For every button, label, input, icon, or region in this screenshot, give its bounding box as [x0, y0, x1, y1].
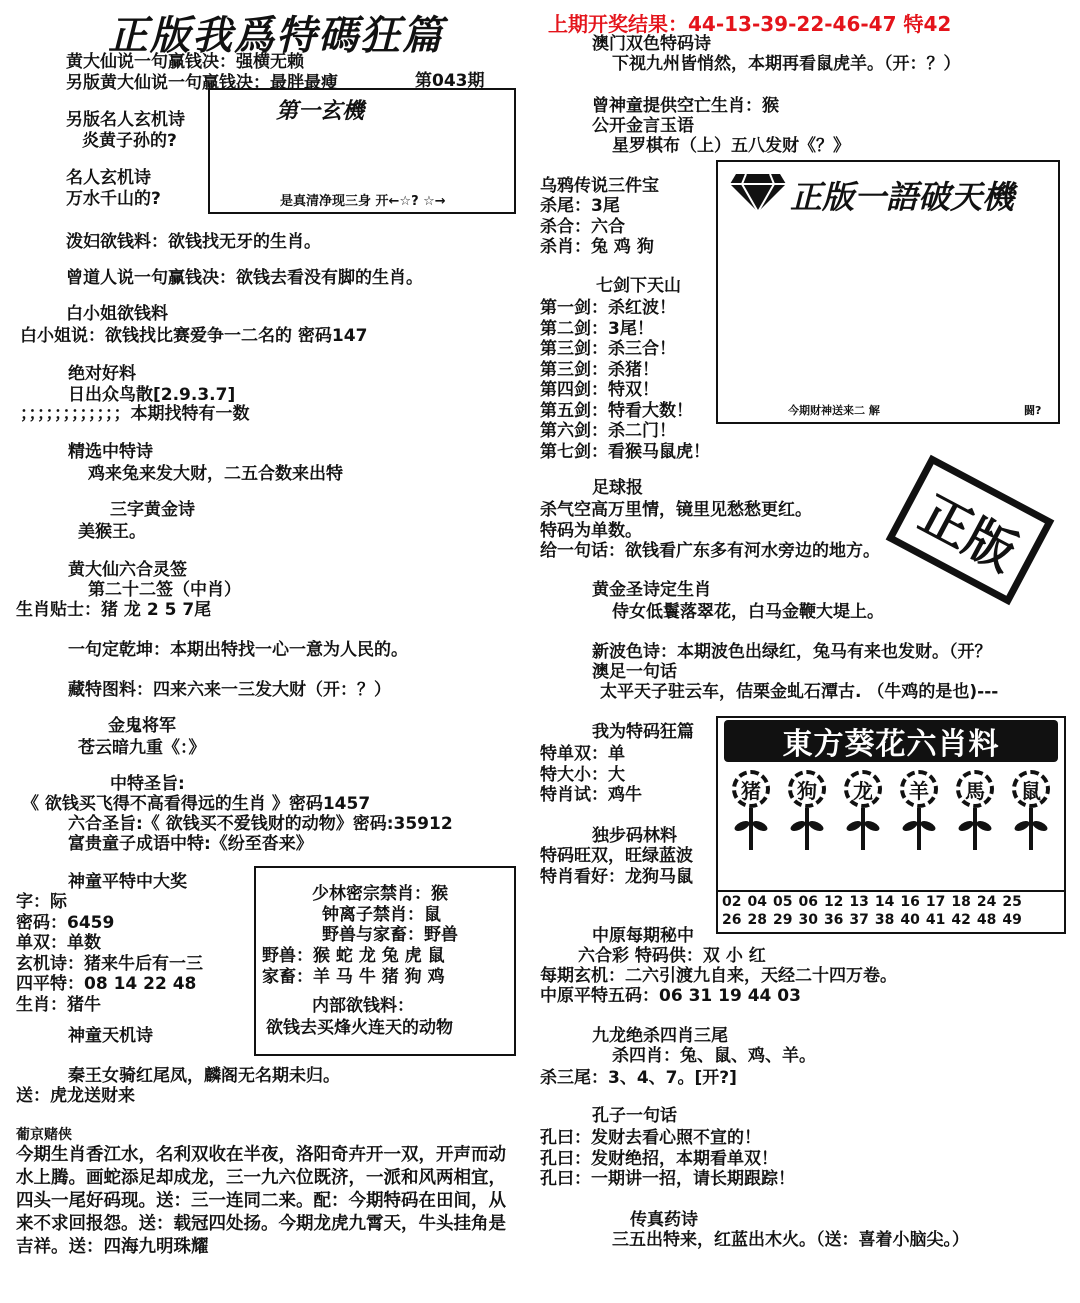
- wuya-block: [540, 196, 654, 258]
- mingren-poem-1: [66, 110, 185, 151]
- shaolin-line-4: 野兽：猴 蛇 龙 兔 虎 鼠: [262, 946, 445, 966]
- bai-title: 白小姐欲钱料: [66, 304, 168, 324]
- flower-label: 龙: [844, 770, 882, 808]
- num: 12: [823, 894, 844, 910]
- zhongyuan-line-3: 中原平特五码：06 31 19 44 03: [540, 986, 801, 1006]
- flower-row: [728, 770, 1054, 850]
- zeng-line: 曾神童提供空亡生肖：猴: [592, 96, 779, 116]
- kuihua-nums-row-2: [722, 912, 1022, 929]
- shentong-tianji-line: 秦王女骑红尾凤，麟阁无名期未归。: [68, 1066, 340, 1086]
- flower-item: [784, 770, 830, 850]
- dubu-block: [540, 846, 693, 887]
- zhongte-title: 中特圣旨:: [110, 774, 185, 794]
- shentong-mima: 密码：6459: [16, 912, 115, 933]
- zuqiu-title: 足球报: [592, 478, 643, 498]
- num: 49: [1002, 912, 1022, 928]
- chuanzhen-line: 三五出特来，红蓝出木火。（送：喜着小脑尖。）: [612, 1230, 969, 1250]
- wuya-line-1: 杀尾：3尾: [540, 196, 620, 216]
- num: 48: [976, 912, 997, 928]
- shaolin-line-1: 少林密宗禁肖：猴: [312, 884, 448, 904]
- aomen-line: 下视九州皆悄然，本期再看鼠虎羊。（开：？）: [612, 54, 961, 74]
- pofu-line: 泼妇欲钱料：欲钱找无牙的生肖。: [66, 232, 321, 252]
- wuya-line-2: 杀合：六合: [540, 216, 625, 237]
- xinbo-line-3: 太平天子驻云车，佶栗金虬石潭古. （牛鸡的是也)---: [600, 682, 999, 702]
- zhongyuan-line-2: 每期玄机：二六引渡九自来，天经二十四万卷。: [540, 966, 897, 986]
- juedui-line-1: 日出众鸟散[2.9.3.7]: [68, 384, 236, 405]
- num: 26: [722, 912, 742, 928]
- shaolin-line-6: 内部欲钱料：: [312, 996, 414, 1016]
- shentong-shengxiao: 生肖：猪牛: [16, 994, 101, 1015]
- num: 41: [925, 912, 946, 928]
- zuqiu-line-2: 特码为单数。: [540, 520, 642, 541]
- num: 05: [772, 894, 793, 910]
- num: 14: [874, 894, 895, 910]
- shentong-block: [16, 892, 203, 1015]
- huang-qian-title: 黄大仙六合灵签: [68, 560, 187, 580]
- diamond-icon: [728, 170, 788, 214]
- zhongte-line-3: 富贵童子成语中特:《纷至沓来》: [68, 834, 313, 854]
- num: 28: [747, 912, 767, 928]
- kongzi-line-1: 孔曰：发财去看心照不宣的！: [540, 1128, 761, 1148]
- num: 29: [772, 912, 793, 928]
- kongzi-line-3: 孔曰：一期讲一招，请长期跟踪！: [540, 1169, 795, 1189]
- flower-item: [728, 770, 774, 850]
- page-title: 正版我爲特碼狂篇: [108, 12, 444, 59]
- qijian-item: 第三剑：杀三合！: [540, 339, 676, 359]
- xinbo-line-2: 澳足一句话: [592, 662, 677, 682]
- tianji-title: 正版一語破天機: [790, 178, 1015, 216]
- kuihua-nums-row-1: [722, 894, 1022, 911]
- xinbo-line-1: 新波色诗：本期波色出绿红，兔马有来也发财。（开？: [592, 642, 992, 662]
- shaolin-line-7: 欲钱去买烽火连天的动物: [266, 1018, 453, 1038]
- flower-label: 馬: [956, 770, 994, 808]
- kongzi-title: 孔子一句话: [592, 1106, 677, 1126]
- qijian-list: [540, 298, 710, 462]
- kongzi-block: [540, 1128, 795, 1190]
- shaolin-line-2: 钟离子禁肖：鼠: [322, 904, 441, 925]
- huang-qian-line-2: 生肖贴士：猪 龙 2 5 7尾: [16, 600, 212, 620]
- poem-2-title: 名人玄机诗: [66, 168, 151, 188]
- num: 04: [747, 894, 767, 910]
- huangjin-line: 侍女低鬟落翠花，白马金鞭大堤上。: [612, 602, 884, 622]
- shaolin-line-5: 家畜：羊 马 牛 猪 狗 鸡: [262, 966, 445, 987]
- pujing-text: 今期生肖香江水，名利双收在半夜，洛阳奇卉开一双，开声而动水上腾。画蛇添足却成龙，三一九六位既济，一派和风两相宜，四头一尾好码现。送：三一连同二来。配：今期特码在田间，从来不求回报怨。送：载冠四处扬。今期龙虎九霄天，牛头挂角是吉祥。送：四海九明珠耀: [16, 1145, 506, 1257]
- huang-daxian-lines: [66, 52, 338, 93]
- cangte-line: 藏特图料：四来六来一三发大财（开：？）: [68, 680, 391, 700]
- chuanzhen-title: 传真药诗: [630, 1210, 698, 1230]
- xuanji-title: 第一玄機: [276, 99, 365, 124]
- num: 40: [900, 912, 920, 928]
- zengdao-line: 曾道人说一句赢钱决：欲钱去看没有脚的生肖。: [66, 268, 423, 288]
- woweite-block: [540, 744, 642, 806]
- qijian-item: 第六剑：杀二门！: [540, 421, 676, 441]
- juedui-block: [68, 364, 235, 405]
- jinyan-line: 星罗棋布（上）五八发财《？》: [612, 136, 850, 156]
- qijian-item: 第一剑：杀红波！: [540, 298, 676, 318]
- zhongyuan-line-1: 六合彩 特码供：双 小 红: [578, 946, 766, 966]
- jiulong-line-1: 杀四肖：兔、鼠、鸡、羊。: [612, 1046, 816, 1066]
- woweite-title: 我为特码狂篇: [592, 722, 694, 742]
- dubu-title: 独步码林料: [592, 826, 677, 846]
- xuanji-box: [208, 88, 516, 214]
- shentong-danshuang: 单双：单数: [16, 933, 101, 953]
- sanzi-line: 美猴王。: [78, 522, 146, 542]
- zhongte-line-1: 《 欲钱买飞得不高看得远的生肖 》密码1457: [22, 794, 371, 814]
- shentong-zi: 字：际: [16, 892, 67, 912]
- poem-1-title: 另版名人玄机诗: [66, 110, 185, 130]
- zhongyuan-title: 中原每期秘中: [592, 926, 694, 946]
- num: 06: [798, 894, 818, 910]
- last-result: 上期开奖结果：44-13-39-22-46-47 特42: [548, 12, 952, 36]
- issue-number: 第043期: [415, 71, 485, 91]
- kuihua-box: [716, 716, 1066, 934]
- flower-item: [1008, 770, 1054, 850]
- num: 42: [951, 912, 971, 928]
- jingui-title: 金鬼将军: [108, 716, 176, 736]
- sanzi-title: 三字黄金诗: [110, 500, 195, 520]
- jiulong-title: 九龙绝杀四肖三尾: [592, 1026, 728, 1046]
- jingxuan-line: 鸡来兔来发大财，二五合数来出特: [88, 464, 343, 484]
- num: 25: [1002, 894, 1022, 910]
- qijian-item: 第二剑：3尾！: [540, 318, 654, 339]
- num: 30: [798, 912, 818, 928]
- woweite-line-2: 特大小：大: [540, 764, 625, 785]
- num: 18: [951, 894, 971, 910]
- shaolin-box: [254, 866, 516, 1056]
- flower-item: [840, 770, 886, 850]
- mingren-poem-2: [66, 168, 161, 209]
- dubu-line-1: 特码旺双，旺绿蓝波: [540, 846, 693, 866]
- num: 37: [849, 912, 869, 928]
- flower-label: 狗: [788, 770, 826, 808]
- shentong-tianji-title: 神童天机诗: [68, 1026, 153, 1046]
- flower-label: 羊: [900, 770, 938, 808]
- tianji-footer-left: 今期财神送来二 解: [788, 404, 880, 417]
- zuqiu-block: [540, 500, 880, 562]
- xuanji-footer: 是真清净现三身 开←☆? ☆→: [280, 194, 446, 209]
- num: 24: [976, 894, 997, 910]
- bai-line: 白小姐说：欲钱找比赛爱争一二名的 密码147: [20, 326, 368, 346]
- kongzi-line-2: 孔曰：发财绝招，本期看单双！: [540, 1148, 778, 1169]
- tianji-footer-right: 闘?: [1024, 404, 1042, 417]
- poem-2-line: 万水千山的?: [66, 188, 161, 209]
- shaolin-line-3: 野兽与家畜：野兽: [322, 925, 458, 945]
- num: 13: [849, 894, 869, 910]
- shentong-song: 送：虎龙送财来: [16, 1086, 135, 1106]
- pujing-title: 葡京赌侠: [16, 1127, 72, 1143]
- qijian-item: 第五剑：特看大数！: [540, 400, 693, 421]
- zhengban-stamp: [886, 455, 1055, 605]
- dubu-line-2: 特肖看好：龙狗马鼠: [540, 866, 693, 887]
- woweite-line-3: 特肖试：鸡牛: [540, 785, 642, 805]
- jinyan-title: 公开金言玉语: [592, 116, 694, 136]
- jingui-line: 苍云暗九重《：》: [78, 738, 206, 758]
- tianji-box: [716, 160, 1060, 424]
- juedui-title: 绝对好料: [68, 364, 136, 384]
- shentong-title: 神童平特中大奖: [68, 872, 187, 892]
- juedui-line-2: ；；；；；；；；；；；；本期找特有一数: [20, 404, 250, 424]
- stamp-text: 正版: [910, 483, 1027, 583]
- flower-item: [896, 770, 942, 850]
- qijian-item: 第三剑：杀猪！: [540, 359, 659, 380]
- wuya-title: 乌鸦传说三件宝: [540, 176, 659, 196]
- wuya-line-3: 杀肖：兔 鸡 狗: [540, 237, 654, 257]
- kuihua-title: 東方葵花六肖料: [782, 727, 1000, 762]
- shentong-pingte: 四平特：08 14 22 48: [16, 974, 197, 994]
- huangjin-title: 黄金圣诗定生肖: [592, 580, 711, 600]
- woweite-line-1: 特单双：单: [540, 744, 625, 764]
- yiju-line: 一句定乾坤：本期出特找一心一意为人民的。: [68, 640, 408, 660]
- shentong-xuanji: 玄机诗：猪来牛后有一三: [16, 953, 203, 974]
- huang-daxian-line-1: 黄大仙说一句赢钱决：强横无赖: [66, 52, 304, 72]
- poem-1-line: 炎黄子孙的?: [82, 130, 177, 151]
- flower-label: 鼠: [1012, 770, 1050, 808]
- qijian-item: 第七剑：看猴马鼠虎！: [540, 441, 710, 462]
- zuqiu-line-1: 杀气空高万里情，镜里见愁愁更红。: [540, 500, 812, 520]
- qijian-item: 第四剑：特双！: [540, 380, 659, 400]
- zuqiu-line-3: 给一句话：欲钱看广东多有河水旁边的地方。: [540, 541, 880, 561]
- num: 38: [874, 912, 895, 928]
- num: 16: [900, 894, 920, 910]
- qijian-title: 七剑下天山: [596, 276, 681, 296]
- huang-daxian-line-2: 另版黄大仙说一句赢钱决：最胖最瘦: [66, 72, 338, 93]
- jiulong-line-2: 杀三尾：3、4、7。[开?]: [540, 1068, 737, 1088]
- huang-qian-line-1: 第二十二签（中肖）: [88, 580, 241, 600]
- flower-label: 猪: [732, 770, 770, 808]
- zhongte-line-2: 六合圣旨:《 欲钱买不爱钱财的动物》密码:35912: [68, 814, 453, 834]
- flower-item: [952, 770, 998, 850]
- aomen-title: 澳门双色特码诗: [592, 34, 711, 54]
- num: 02: [722, 894, 742, 910]
- num: 36: [823, 912, 844, 928]
- jingxuan-title: 精选中特诗: [68, 442, 153, 462]
- num: 17: [925, 894, 946, 910]
